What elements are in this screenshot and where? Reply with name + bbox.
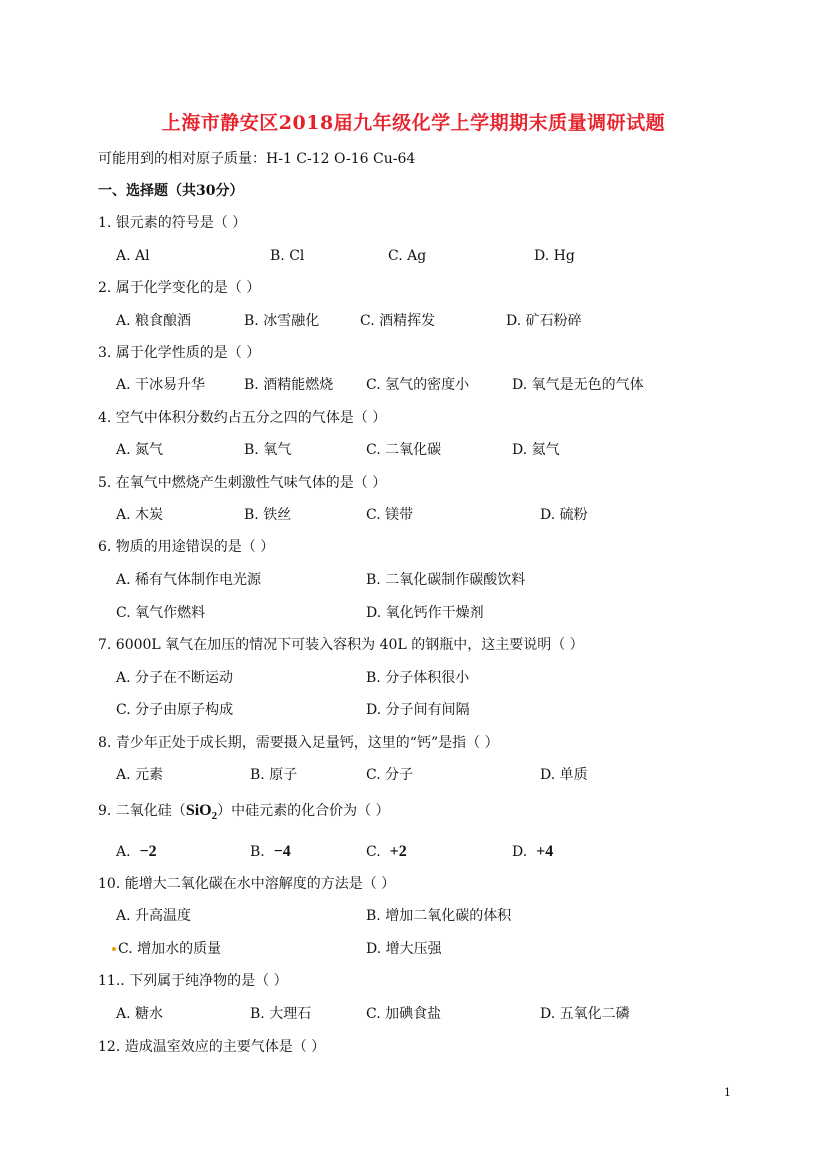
question-stem: 10. 能增大二氧化碳在水中溶解度的方法是（ ） <box>98 876 396 892</box>
option-d <box>512 843 553 861</box>
option-c: C. 二氧化碳 <box>366 442 442 458</box>
option-c: C. 酒精挥发 <box>360 313 436 329</box>
option-b: B. 原子 <box>250 767 298 783</box>
option-value: +4 <box>536 843 554 860</box>
option-d: D. 单质 <box>540 767 588 783</box>
option-text: C. 增加水的质量 <box>118 941 222 957</box>
option-a: A. 干冰易升华 <box>116 377 206 393</box>
option-value: −4 <box>273 843 291 860</box>
question-stem: 1. 银元素的符号是（ ） <box>98 215 247 231</box>
option-label: A. <box>116 844 131 860</box>
option-b: B. 增加二氧化碳的体积 <box>366 908 512 924</box>
question-stem: 3. 属于化学性质的是（ ） <box>98 345 261 361</box>
stray-dot <box>112 947 116 951</box>
question-stem: 4. 空气中体积分数约占五分之四的气体是（ ） <box>98 410 387 426</box>
option-c: C. 加碘食盐 <box>366 1006 442 1022</box>
chemical-formula: SiO <box>185 802 212 819</box>
option-b: B. Cl <box>270 248 305 264</box>
option-b: B. 铁丝 <box>244 507 292 523</box>
question-stem: 5. 在氧气中燃烧产生刺激性气味气体的是（ ） <box>98 475 387 491</box>
question-stem: 6. 物质的用途错误的是（ ） <box>98 539 275 555</box>
option-d: D. 分子间有间隔 <box>366 702 470 718</box>
option-a: A. 粮食酿酒 <box>116 313 192 329</box>
option-b: B. 氧气 <box>244 442 292 458</box>
option-d: D. 氧化钙作干燥剂 <box>366 605 484 621</box>
option-b: B. 大理石 <box>250 1006 312 1022</box>
option-label: D. <box>512 844 528 860</box>
atomic-mass-line: 可能用到的相对原子质量：H-1 C-12 O-16 Cu-64 <box>98 151 416 167</box>
question-stem: 2. 属于化学变化的是（ ） <box>98 280 261 296</box>
option-a: A. 糖水 <box>116 1006 164 1022</box>
option-d: D. 五氧化二磷 <box>540 1006 630 1022</box>
question-stem: 11.. 下列属于纯净物的是（ ） <box>98 973 288 989</box>
question-stem: 12. 造成温室效应的主要气体是（ ） <box>98 1039 326 1055</box>
option-c: C. 分子由原子构成 <box>116 702 234 718</box>
option-label: C. <box>366 844 381 860</box>
question-stem: 7. 6000L 氧气在加压的情况下可装入容积为 40L 的钢瓶中，这主要说明（ ） <box>98 637 584 653</box>
option-d: D. 矿石粉碎 <box>506 313 582 329</box>
section-heading: 一、选择题（共30分） <box>98 183 244 199</box>
option-label: B. <box>250 844 265 860</box>
page-number: 1 <box>724 1086 731 1099</box>
option-d: D. 氧气是无色的气体 <box>512 377 644 393</box>
option-a: A. Al <box>116 248 150 264</box>
option-c: C. 镁带 <box>366 507 414 523</box>
option-a: A. 稀有气体制作电光源 <box>116 572 262 588</box>
option-b: B. 分子体积很小 <box>366 670 470 686</box>
option-a: A. 元素 <box>116 767 164 783</box>
option-a: A. 木炭 <box>116 507 164 523</box>
option-b: B. 二氧化碳制作碳酸饮料 <box>366 572 526 588</box>
option-c: C. Ag <box>388 248 427 264</box>
option-a: A. 氮气 <box>116 442 164 458</box>
stem-suffix: ）中硅元素的化合价为（ ） <box>217 803 390 819</box>
option-a: A. 升高温度 <box>116 908 192 924</box>
option-b: B. 酒精能燃烧 <box>244 377 334 393</box>
option-value: +2 <box>389 843 407 860</box>
option-d: D. 氦气 <box>512 442 560 458</box>
option-b <box>250 843 291 861</box>
option-value: −2 <box>139 843 157 860</box>
option-d: D. 硫粉 <box>540 507 588 523</box>
option-c: C. 分子 <box>366 767 414 783</box>
option-d: D. 增大压强 <box>366 941 442 957</box>
question-stem <box>98 802 390 825</box>
option-c: C. 氧气作燃料 <box>116 605 206 621</box>
option-b: B. 冰雪融化 <box>244 313 320 329</box>
option-a: A. 分子在不断运动 <box>116 670 234 686</box>
option-c: C. 氢气的密度小 <box>366 377 470 393</box>
option-a <box>116 843 157 861</box>
exam-title: 上海市静安区2018届九年级化学上学期期末质量调研试题 <box>161 112 666 134</box>
question-stem: 8. 青少年正处于成长期，需要摄入足量钙，这里的“钙”是指（ ） <box>98 735 499 751</box>
formula-subscript: 2 <box>211 809 218 822</box>
option-d: D. Hg <box>534 248 575 264</box>
stem-prefix: 9. 二氧化硅（ <box>98 803 186 819</box>
option-c <box>112 940 221 958</box>
option-c <box>366 843 407 861</box>
